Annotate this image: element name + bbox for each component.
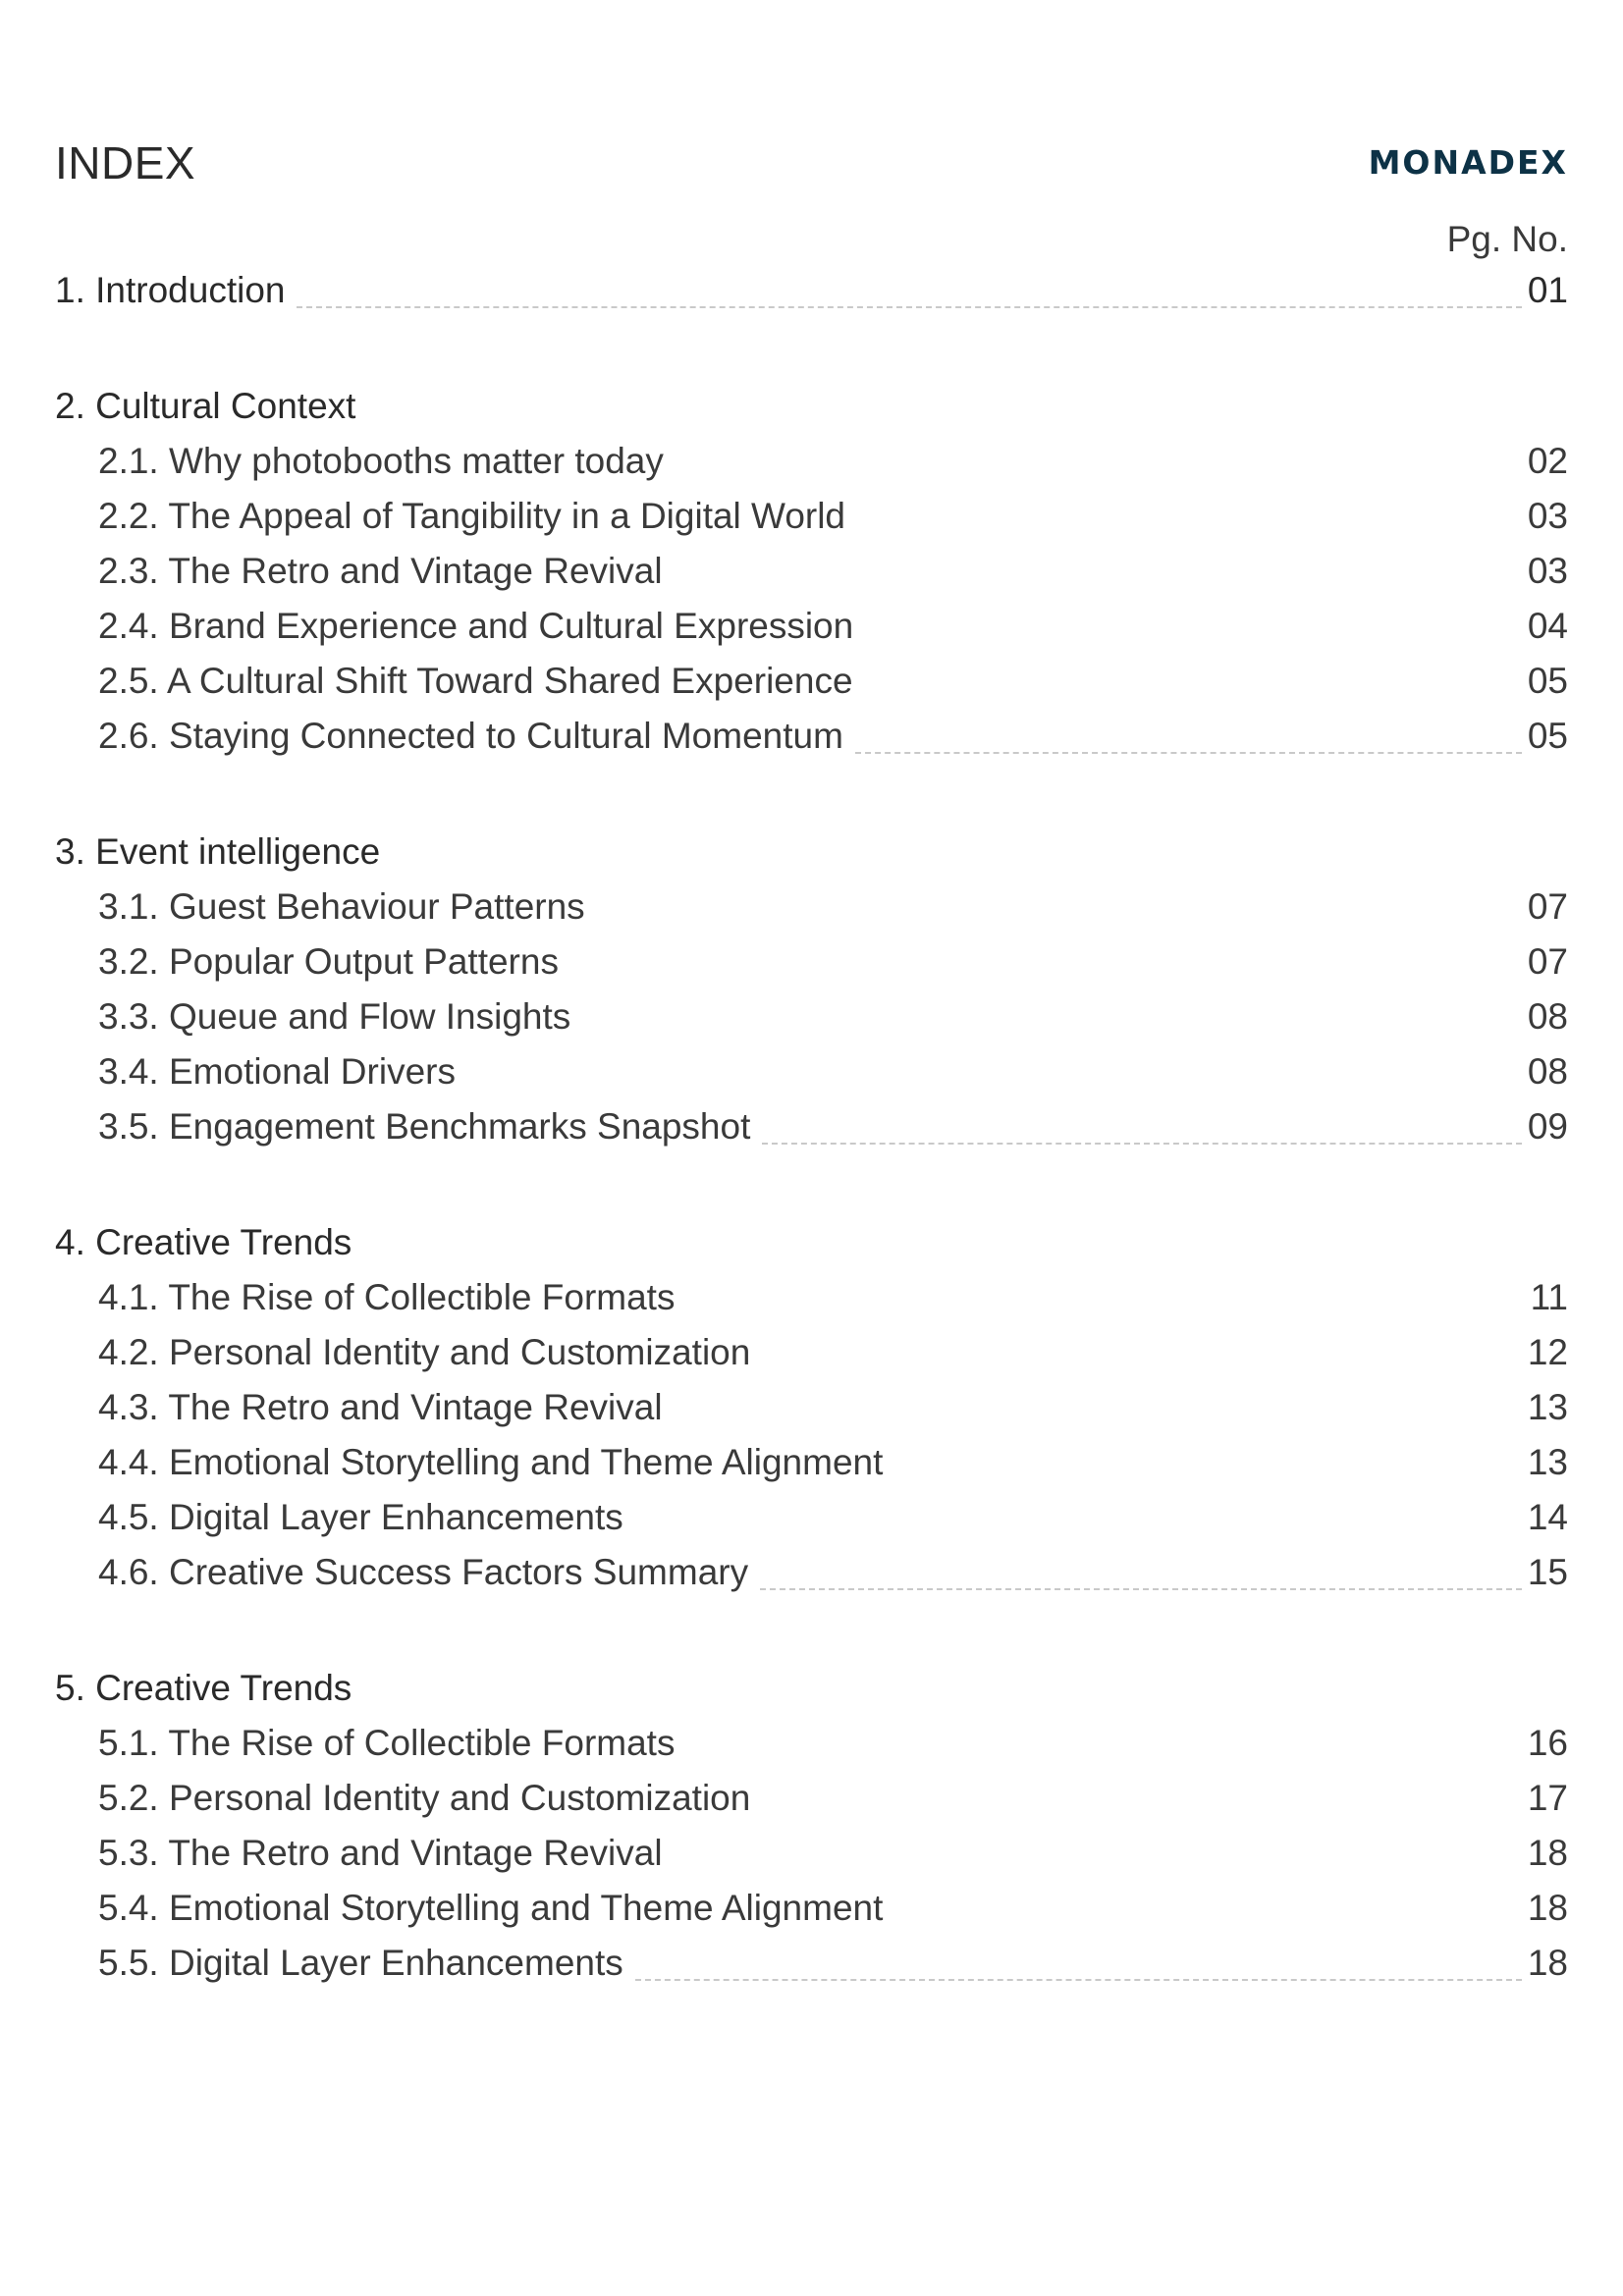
section-gap xyxy=(55,318,1568,379)
toc-page-number: 05 xyxy=(1527,716,1568,756)
toc-entry[interactable] xyxy=(55,1826,1568,1881)
index-page xyxy=(55,0,1568,2296)
toc-section-title: 1. Introduction xyxy=(55,270,286,310)
toc-page-number: 02 xyxy=(1527,441,1568,481)
toc-entry[interactable] xyxy=(55,1936,1568,1991)
toc-page-number: 07 xyxy=(1527,941,1568,982)
toc-entry[interactable] xyxy=(55,709,1568,764)
toc-section-heading[interactable] xyxy=(55,263,1568,318)
toc-entry-label: 2.5. A Cultural Shift Toward Shared Experience xyxy=(98,661,853,701)
toc-entry-label: 4.1. The Rise of Collectible Formats xyxy=(98,1277,676,1317)
toc-page-number: 15 xyxy=(1527,1552,1568,1592)
toc-entry[interactable] xyxy=(55,880,1568,934)
toc-entry[interactable] xyxy=(55,1545,1568,1600)
toc-entry[interactable] xyxy=(55,654,1568,709)
toc-section-heading[interactable] xyxy=(55,379,1568,434)
toc-page-number: 03 xyxy=(1527,551,1568,591)
toc-entry[interactable] xyxy=(55,434,1568,489)
toc-page-number: 18 xyxy=(1527,1888,1568,1928)
toc-page-number: 14 xyxy=(1527,1497,1568,1537)
toc-entry-label: 3.1. Guest Behaviour Patterns xyxy=(98,886,585,927)
toc-entry-label: 5.1. The Rise of Collectible Formats xyxy=(98,1723,676,1763)
toc-entry-label: 5.5. Digital Layer Enhancements xyxy=(98,1943,623,1983)
brand-logo: MONADEX xyxy=(1368,143,1568,182)
toc-entry-label: 5.2. Personal Identity and Customization xyxy=(98,1778,751,1818)
toc-page-number: 04 xyxy=(1527,606,1568,646)
toc-entry[interactable] xyxy=(55,1270,1568,1325)
table-of-contents xyxy=(55,263,1568,1991)
toc-entry-label: 3.5. Engagement Benchmarks Snapshot xyxy=(98,1106,751,1147)
toc-page-number: 08 xyxy=(1527,996,1568,1037)
dotted-leader xyxy=(297,306,1521,308)
toc-section-title: 3. Event intelligence xyxy=(55,831,381,872)
toc-page-number: 03 xyxy=(1527,496,1568,536)
toc-entry-label: 3.2. Popular Output Patterns xyxy=(98,941,559,982)
toc-entry-label: 2.2. The Appeal of Tangibility in a Digital World xyxy=(98,496,846,536)
page-number-column-label: Pg. No. xyxy=(1446,219,1568,259)
toc-section-heading[interactable] xyxy=(55,1215,1568,1270)
toc-entry[interactable] xyxy=(55,1044,1568,1099)
toc-entry[interactable] xyxy=(55,544,1568,599)
toc-section-heading[interactable] xyxy=(55,825,1568,880)
toc-entry-label: 2.1. Why photobooths matter today xyxy=(98,441,664,481)
toc-page-number: 01 xyxy=(1527,270,1568,310)
toc-page-number: 13 xyxy=(1527,1442,1568,1482)
section-gap xyxy=(55,1600,1568,1661)
toc-entry[interactable] xyxy=(55,1099,1568,1154)
page-title: INDEX xyxy=(55,137,196,188)
toc-entry-label: 4.4. Emotional Storytelling and Theme Alignment xyxy=(98,1442,884,1482)
toc-entry[interactable] xyxy=(55,934,1568,989)
toc-entry[interactable] xyxy=(55,1435,1568,1490)
toc-entry[interactable] xyxy=(55,1771,1568,1826)
toc-entry-label: 2.6. Staying Connected to Cultural Momentum xyxy=(98,716,843,756)
toc-entry-label: 5.3. The Retro and Vintage Revival xyxy=(98,1833,663,1873)
toc-entry[interactable] xyxy=(55,1325,1568,1380)
toc-page-number: 08 xyxy=(1527,1051,1568,1092)
toc-page-number: 13 xyxy=(1527,1387,1568,1427)
toc-entry-label: 2.3. The Retro and Vintage Revival xyxy=(98,551,663,591)
toc-section-title: 4. Creative Trends xyxy=(55,1222,352,1262)
toc-page-number: 11 xyxy=(1530,1277,1568,1317)
toc-section-title: 2. Cultural Context xyxy=(55,386,356,426)
toc-entry-label: 4.3. The Retro and Vintage Revival xyxy=(98,1387,663,1427)
section-gap xyxy=(55,1154,1568,1215)
toc-page-number: 07 xyxy=(1527,886,1568,927)
dotted-leader xyxy=(760,1588,1522,1590)
toc-entry[interactable] xyxy=(55,1380,1568,1435)
toc-page-number: 18 xyxy=(1527,1833,1568,1873)
toc-entry-label: 5.4. Emotional Storytelling and Theme Alignment xyxy=(98,1888,884,1928)
toc-entry-label: 2.4. Brand Experience and Cultural Expression xyxy=(98,606,854,646)
toc-entry[interactable] xyxy=(55,989,1568,1044)
toc-page-number: 12 xyxy=(1527,1332,1568,1372)
toc-page-number: 09 xyxy=(1527,1106,1568,1147)
toc-entry[interactable] xyxy=(55,1881,1568,1936)
toc-page-number: 18 xyxy=(1527,1943,1568,1983)
toc-entry-label: 4.5. Digital Layer Enhancements xyxy=(98,1497,623,1537)
toc-section-title: 5. Creative Trends xyxy=(55,1668,352,1708)
toc-entry-label: 3.4. Emotional Drivers xyxy=(98,1051,456,1092)
toc-entry[interactable] xyxy=(55,1716,1568,1771)
toc-entry[interactable] xyxy=(55,489,1568,544)
dotted-leader xyxy=(855,752,1522,754)
toc-entry-label: 4.2. Personal Identity and Customization xyxy=(98,1332,751,1372)
dotted-leader xyxy=(635,1979,1522,1981)
toc-page-number: 05 xyxy=(1527,661,1568,701)
dotted-leader xyxy=(762,1143,1521,1145)
toc-entry-label: 4.6. Creative Success Factors Summary xyxy=(98,1552,749,1592)
toc-page-number: 16 xyxy=(1527,1723,1568,1763)
page-header xyxy=(55,133,1568,192)
toc-section-heading[interactable] xyxy=(55,1661,1568,1716)
toc-entry-label: 3.3. Queue and Flow Insights xyxy=(98,996,571,1037)
toc-entry[interactable] xyxy=(55,1490,1568,1545)
toc-page-number: 17 xyxy=(1527,1778,1568,1818)
section-gap xyxy=(55,764,1568,825)
toc-entry[interactable] xyxy=(55,599,1568,654)
